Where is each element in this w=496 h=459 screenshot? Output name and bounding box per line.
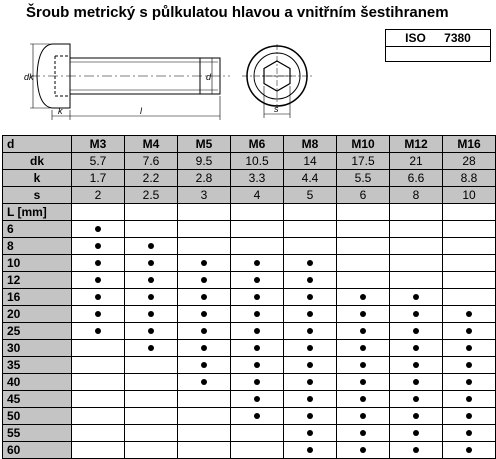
availability-dot-icon (148, 294, 154, 300)
table-row (3, 323, 496, 340)
dim-label-l: l (140, 106, 142, 116)
availability-cell (337, 238, 390, 255)
availability-cell (178, 306, 231, 323)
availability-cell (337, 391, 390, 408)
availability-cell (72, 323, 125, 340)
availability-dot-icon (360, 362, 366, 368)
availability-cell (337, 340, 390, 357)
table-row (3, 255, 496, 272)
availability-cell (390, 323, 443, 340)
availability-cell (390, 340, 443, 357)
availability-cell (390, 255, 443, 272)
size-header-cell: M5 (178, 136, 231, 153)
availability-cell (337, 221, 390, 238)
table-row-param (3, 187, 496, 204)
availability-cell (125, 442, 178, 459)
availability-cell (231, 408, 284, 425)
availability-cell (390, 289, 443, 306)
availability-cell (337, 306, 390, 323)
availability-cell (178, 408, 231, 425)
availability-dot-icon (201, 328, 207, 334)
availability-cell (390, 272, 443, 289)
param-value: 5.7 (72, 153, 125, 170)
availability-cell (231, 289, 284, 306)
availability-dot-icon (413, 379, 419, 385)
availability-dot-icon (307, 430, 313, 436)
table-row (3, 221, 496, 238)
availability-cell (390, 238, 443, 255)
availability-dot-icon (201, 345, 207, 351)
availability-cell (337, 442, 390, 459)
availability-dot-icon (201, 277, 207, 283)
availability-cell (284, 340, 337, 357)
param-value: 4.4 (284, 170, 337, 187)
table-row-sizes (3, 136, 496, 153)
empty-cell (178, 204, 231, 221)
table-row (3, 340, 496, 357)
availability-cell (178, 289, 231, 306)
availability-cell (231, 221, 284, 238)
availability-dot-icon (466, 413, 472, 419)
empty-cell (443, 204, 496, 221)
availability-dot-icon (95, 311, 101, 317)
iso-label: ISO (405, 31, 426, 45)
availability-dot-icon (466, 328, 472, 334)
availability-dot-icon (413, 396, 419, 402)
availability-cell (72, 374, 125, 391)
availability-dot-icon (307, 413, 313, 419)
availability-cell (125, 357, 178, 374)
availability-cell (231, 340, 284, 357)
availability-cell (72, 357, 125, 374)
availability-cell (337, 289, 390, 306)
param-value: 2.8 (178, 170, 231, 187)
availability-dot-icon (360, 294, 366, 300)
availability-cell (178, 238, 231, 255)
param-value: 3 (178, 187, 231, 204)
table-row (3, 272, 496, 289)
availability-cell (284, 391, 337, 408)
length-header-label: L [mm] (3, 204, 72, 221)
empty-cell (390, 204, 443, 221)
table-row-param (3, 170, 496, 187)
availability-cell (443, 289, 496, 306)
empty-cell (231, 204, 284, 221)
availability-dot-icon (360, 447, 366, 453)
length-label: 40 (3, 374, 72, 391)
dim-label-k: k (58, 106, 63, 116)
availability-cell (72, 221, 125, 238)
availability-cell (231, 374, 284, 391)
availability-dot-icon (95, 277, 101, 283)
availability-dot-icon (360, 413, 366, 419)
param-value: 2.2 (125, 170, 178, 187)
availability-dot-icon (95, 328, 101, 334)
availability-dot-icon (307, 345, 313, 351)
length-label: 50 (3, 408, 72, 425)
length-label: 20 (3, 306, 72, 323)
availability-cell (443, 255, 496, 272)
availability-dot-icon (254, 277, 260, 283)
availability-cell (178, 272, 231, 289)
size-header-cell: M6 (231, 136, 284, 153)
availability-dot-icon (95, 294, 101, 300)
availability-dot-icon (95, 226, 101, 232)
availability-dot-icon (254, 328, 260, 334)
availability-cell (284, 357, 337, 374)
param-value: 21 (390, 153, 443, 170)
availability-cell (390, 391, 443, 408)
availability-cell (443, 272, 496, 289)
availability-cell (178, 221, 231, 238)
availability-cell (125, 425, 178, 442)
availability-cell (231, 357, 284, 374)
availability-cell (443, 374, 496, 391)
availability-cell (284, 272, 337, 289)
availability-cell (178, 425, 231, 442)
availability-dot-icon (148, 277, 154, 283)
availability-cell (284, 323, 337, 340)
table-row (3, 357, 496, 374)
availability-dot-icon (466, 362, 472, 368)
table-row (3, 374, 496, 391)
param-value: 4 (231, 187, 284, 204)
param-value: 8 (390, 187, 443, 204)
availability-cell (125, 272, 178, 289)
availability-cell (125, 238, 178, 255)
availability-dot-icon (201, 362, 207, 368)
param-value: 1.7 (72, 170, 125, 187)
availability-dot-icon (466, 396, 472, 402)
availability-cell (337, 357, 390, 374)
availability-dot-icon (413, 447, 419, 453)
availability-cell (390, 374, 443, 391)
availability-dot-icon (466, 345, 472, 351)
param-value: 9.5 (178, 153, 231, 170)
availability-cell (72, 340, 125, 357)
availability-cell (178, 255, 231, 272)
availability-cell (125, 255, 178, 272)
table-row-param (3, 153, 496, 170)
empty-cell (72, 204, 125, 221)
param-value: 28 (443, 153, 496, 170)
table-row (3, 442, 496, 459)
availability-dot-icon (466, 379, 472, 385)
availability-dot-icon (360, 328, 366, 334)
availability-cell (72, 442, 125, 459)
availability-cell (443, 442, 496, 459)
param-value: 14 (284, 153, 337, 170)
availability-dot-icon (95, 243, 101, 249)
availability-dot-icon (360, 311, 366, 317)
availability-cell (125, 306, 178, 323)
availability-cell (178, 442, 231, 459)
availability-cell (125, 408, 178, 425)
dim-label-d: d (206, 72, 212, 82)
availability-cell (231, 391, 284, 408)
availability-dot-icon (307, 379, 313, 385)
availability-cell (231, 306, 284, 323)
page-title: Šroub metrický s půlkulatou hlavou a vnitřním šestihranem (26, 4, 449, 21)
availability-cell (231, 425, 284, 442)
param-value: 3.3 (231, 170, 284, 187)
param-value: 6.6 (390, 170, 443, 187)
availability-cell (231, 442, 284, 459)
availability-cell (284, 289, 337, 306)
availability-dot-icon (307, 396, 313, 402)
availability-cell (390, 425, 443, 442)
availability-cell (443, 357, 496, 374)
length-label: 8 (3, 238, 72, 255)
param-label: k (3, 170, 72, 187)
availability-cell (72, 272, 125, 289)
availability-dot-icon (360, 430, 366, 436)
availability-dot-icon (148, 311, 154, 317)
availability-dot-icon (254, 311, 260, 317)
length-label: 25 (3, 323, 72, 340)
availability-cell (72, 425, 125, 442)
screw-size-table (2, 135, 496, 459)
availability-dot-icon (413, 430, 419, 436)
size-header-cell: M12 (390, 136, 443, 153)
size-header-label: d (3, 136, 72, 153)
availability-cell (72, 238, 125, 255)
availability-cell (72, 391, 125, 408)
availability-dot-icon (201, 294, 207, 300)
availability-dot-icon (148, 260, 154, 266)
availability-cell (443, 221, 496, 238)
availability-cell (284, 425, 337, 442)
param-value: 2.5 (125, 187, 178, 204)
availability-cell (284, 442, 337, 459)
availability-cell (284, 238, 337, 255)
availability-dot-icon (254, 260, 260, 266)
availability-cell (390, 357, 443, 374)
availability-dot-icon (466, 311, 472, 317)
availability-cell (284, 374, 337, 391)
availability-cell (125, 340, 178, 357)
size-header-cell: M10 (337, 136, 390, 153)
param-value: 2 (72, 187, 125, 204)
iso-standard-box (385, 29, 491, 62)
availability-cell (125, 323, 178, 340)
availability-dot-icon (413, 311, 419, 317)
availability-cell (443, 238, 496, 255)
param-label: s (3, 187, 72, 204)
table-row (3, 306, 496, 323)
length-label: 12 (3, 272, 72, 289)
iso-number: 7380 (444, 31, 471, 45)
param-value: 17.5 (337, 153, 390, 170)
availability-cell (337, 408, 390, 425)
length-label: 45 (3, 391, 72, 408)
availability-dot-icon (307, 311, 313, 317)
length-label: 30 (3, 340, 72, 357)
availability-cell (72, 289, 125, 306)
availability-cell (390, 442, 443, 459)
param-value: 7.6 (125, 153, 178, 170)
availability-cell (390, 408, 443, 425)
availability-dot-icon (254, 396, 260, 402)
dim-label-dk: dk (24, 72, 34, 82)
availability-cell (231, 272, 284, 289)
availability-cell (178, 357, 231, 374)
size-header-cell: M16 (443, 136, 496, 153)
availability-dot-icon (466, 430, 472, 436)
param-value: 10.5 (231, 153, 284, 170)
availability-cell (178, 340, 231, 357)
availability-cell (125, 374, 178, 391)
size-header-cell: M3 (72, 136, 125, 153)
availability-cell (284, 306, 337, 323)
availability-cell (231, 255, 284, 272)
size-header-cell: M4 (125, 136, 178, 153)
empty-cell (125, 204, 178, 221)
availability-cell (443, 323, 496, 340)
availability-dot-icon (148, 243, 154, 249)
availability-dot-icon (254, 413, 260, 419)
availability-dot-icon (413, 294, 419, 300)
availability-cell (443, 306, 496, 323)
availability-dot-icon (254, 379, 260, 385)
availability-cell (125, 289, 178, 306)
availability-dot-icon (201, 379, 207, 385)
param-value: 5.5 (337, 170, 390, 187)
availability-dot-icon (254, 362, 260, 368)
availability-dot-icon (254, 345, 260, 351)
param-value: 10 (443, 187, 496, 204)
availability-dot-icon (360, 345, 366, 351)
empty-cell (284, 204, 337, 221)
screw-technical-drawing (0, 24, 360, 124)
empty-cell (337, 204, 390, 221)
table-row (3, 391, 496, 408)
availability-cell (337, 323, 390, 340)
availability-dot-icon (201, 311, 207, 317)
availability-dot-icon (413, 328, 419, 334)
availability-cell (337, 255, 390, 272)
availability-cell (443, 391, 496, 408)
availability-cell (337, 374, 390, 391)
availability-cell (284, 408, 337, 425)
availability-cell (337, 272, 390, 289)
param-label: dk (3, 153, 72, 170)
dim-label-s: s (274, 104, 279, 114)
availability-cell (231, 238, 284, 255)
availability-cell (125, 391, 178, 408)
table-row (3, 425, 496, 442)
availability-dot-icon (307, 294, 313, 300)
table-row-length-header (3, 204, 496, 221)
availability-cell (284, 221, 337, 238)
availability-cell (72, 255, 125, 272)
availability-dot-icon (413, 413, 419, 419)
availability-dot-icon (148, 328, 154, 334)
availability-dot-icon (254, 294, 260, 300)
availability-cell (231, 323, 284, 340)
length-label: 16 (3, 289, 72, 306)
length-label: 6 (3, 221, 72, 238)
size-header-cell: M8 (284, 136, 337, 153)
availability-cell (178, 323, 231, 340)
availability-dot-icon (307, 447, 313, 453)
availability-cell (443, 340, 496, 357)
availability-cell (72, 408, 125, 425)
param-value: 8.8 (443, 170, 496, 187)
availability-cell (337, 425, 390, 442)
availability-dot-icon (413, 345, 419, 351)
length-label: 60 (3, 442, 72, 459)
availability-dot-icon (148, 345, 154, 351)
param-value: 5 (284, 187, 337, 204)
length-label: 55 (3, 425, 72, 442)
availability-cell (178, 374, 231, 391)
availability-cell (125, 221, 178, 238)
availability-cell (284, 255, 337, 272)
length-label: 35 (3, 357, 72, 374)
availability-dot-icon (307, 260, 313, 266)
availability-dot-icon (413, 362, 419, 368)
availability-cell (443, 408, 496, 425)
availability-cell (178, 391, 231, 408)
param-value: 6 (337, 187, 390, 204)
availability-dot-icon (201, 260, 207, 266)
table-row (3, 289, 496, 306)
availability-cell (443, 425, 496, 442)
table-row (3, 238, 496, 255)
availability-dot-icon (307, 362, 313, 368)
availability-dot-icon (360, 396, 366, 402)
length-label: 10 (3, 255, 72, 272)
availability-dot-icon (360, 379, 366, 385)
availability-dot-icon (466, 447, 472, 453)
availability-dot-icon (307, 328, 313, 334)
availability-cell (390, 306, 443, 323)
availability-cell (390, 221, 443, 238)
availability-dot-icon (307, 277, 313, 283)
availability-cell (72, 306, 125, 323)
table-row (3, 408, 496, 425)
availability-dot-icon (95, 260, 101, 266)
